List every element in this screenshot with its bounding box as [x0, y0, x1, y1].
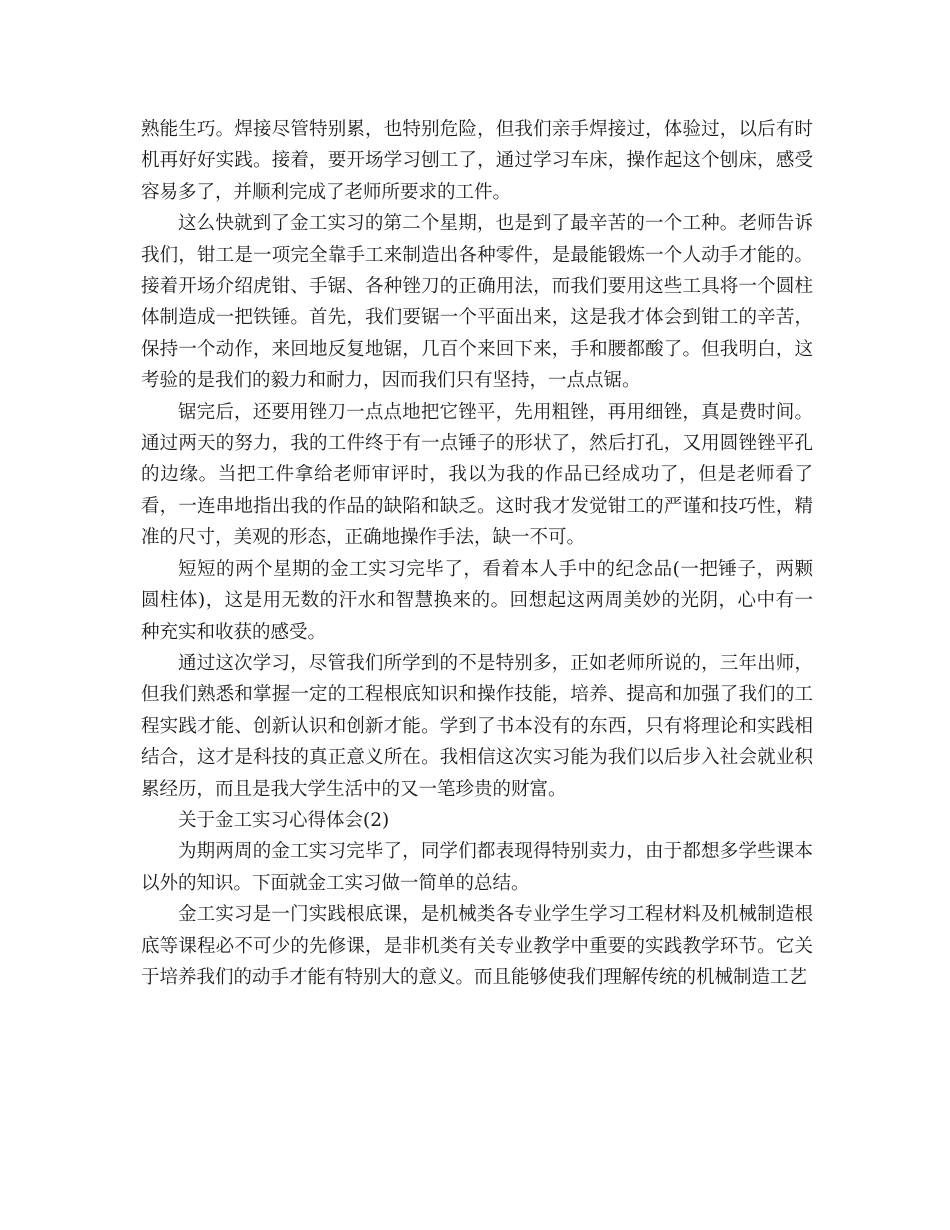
paragraph: 短短的两个星期的金工实习完毕了，看着本人手中的纪念品(一把锤子，两颗圆柱体)，这是用无数的汗水和智慧换来的。回想起这两周美妙的光阴，心中有一种充实和收获的感受。	[141, 558, 813, 643]
paragraph: 熟能生巧。焊接尽管特别累，也特别危险，但我们亲手焊接过，体验过，以后有时机再好好实践。接着，要开场学习刨工了，通过学习车床，操作起这个刨床，感受容易多了，并顺利完成了老师所要求的工件。	[141, 119, 813, 203]
paragraph: 通过这次学习，尽管我们所学到的不是特别多，正如老师所说的，三年出师，但我们熟悉和掌握一定的工程根底知识和操作技能，培养、提高和加强了我们的工程实践才能、创新认识和创新才能。学到了书本没有的东西，只有将理论和实践相结合，这才是科技的真正意义所在。我相信这次实习能为我们以后步入社会就业积累经历，而且是我大学生活中的又一笔珍贵的财富。	[141, 652, 813, 800]
paragraph: 金工实习是一门实践根底课，是机械类各专业学生学习工程材料及机械制造根底等课程必不可少的先修课，是非机类有关专业教学中重要的实践教学环节。它关于培养我们的动手才能有特别大的意义。而且能够使我们理解传统的机械制造工艺	[141, 904, 813, 988]
section-heading: 关于金工实习心得体会(2)	[178, 809, 390, 831]
paragraph: 为期两周的金工实习完毕了，同学们都表现得特别卖力，由于都想多学些课本以外的知识。下面就金工实习做一简单的总结。	[141, 841, 813, 894]
document-body	[141, 114, 813, 993]
paragraph: 这么快就到了金工实习的第二个星期，也是到了最辛苦的一个工种。老师告诉我们，钳工是一项完全靠手工来制造出各种零件，是最能锻炼一个人动手才能的。接着开场介绍虎钳、手锯、各种锉刀的正确用法，而我们要用这些工具将一个圆柱体制造成一把铁锤。首先，我们要锯一个平面出来，这是我才体会到钳工的辛苦，保持一个动作，来回地反复地锯，几百个来回下来，手和腰都酸了。但我明白，这考验的是我们的毅力和耐力，因而我们只有坚持，一点点锯。	[141, 213, 813, 392]
paragraph: 锯完后，还要用锉刀一点点地把它锉平，先用粗锉，再用细锉，真是费时间。通过两天的努力，我的工件终于有一点锤子的形状了，然后打孔，又用圆锉锉平孔的边缘。当把工件拿给老师审评时，我以为我的作品已经成功了，但是老师看了看，一连串地指出我的作品的缺陷和缺乏。这时我才发觉钳工的严谨和技巧性，精准的尺寸，美观的形态，正确地操作手法，缺一不可。	[141, 401, 813, 549]
